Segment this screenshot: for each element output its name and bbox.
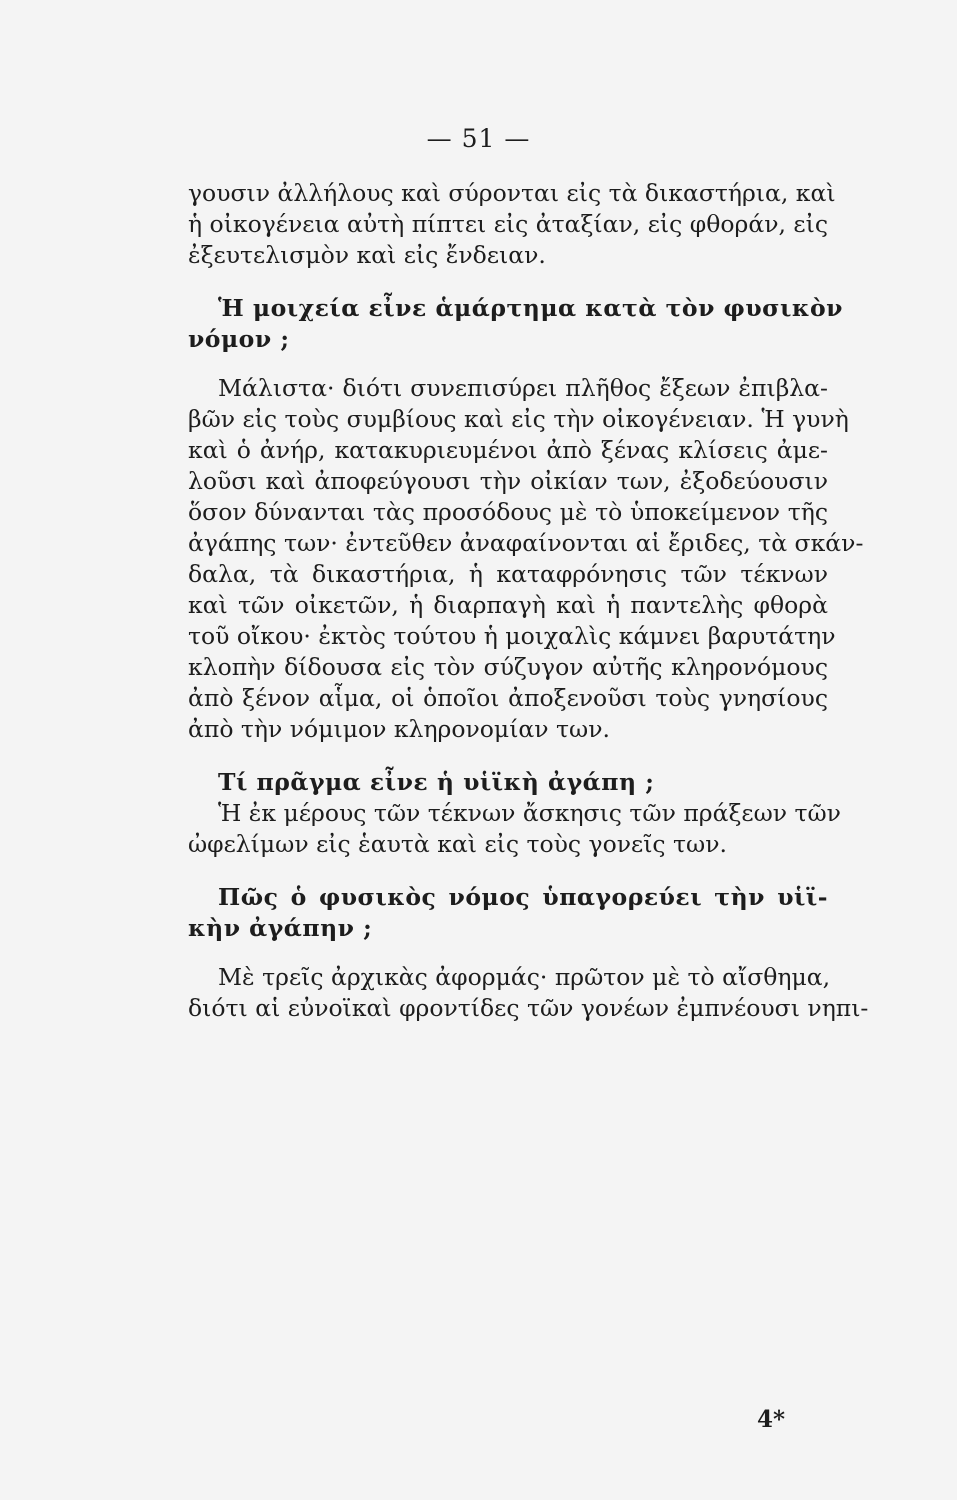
question-heading: Πῶς ὁ φυσικὸς νόμος ὑπαγορεύει τὴν υἱϊ- xyxy=(218,883,828,911)
body-text xyxy=(188,178,869,1024)
question-heading: Ἡ μοιχεία εἶνε ἁμάρτημα κατὰ τὸν φυσικὸν xyxy=(218,294,843,322)
text-line: Ἡ ἐκ μέρους τῶν τέκνων ἄσκησις τῶν πράξεων τῶν xyxy=(218,799,841,827)
text-line: καὶ τῶν οἰκετῶν, ἡ διαρπαγὴ καὶ ἡ παντελὴς φθορὰ xyxy=(188,591,828,619)
text-line: τοῦ οἴκου· ἐκτὸς τούτου ἡ μοιχαλὶς κάμνει βαρυτάτην xyxy=(188,622,836,650)
text-line: ἐξευτελισμὸν καὶ εἰς ἔνδειαν. xyxy=(188,241,546,269)
text-line: διότι αἱ εὐνοϊκαὶ φροντίδες τῶν γονέων ἐμπνέουσι νηπι- xyxy=(188,994,869,1022)
text-line: Μάλιστα· διότι συνεπισύρει πλῆθος ἔξεων ἐπιβλα- xyxy=(218,374,828,402)
text-line: ὠφελίμων εἰς ἑαυτὰ καὶ εἰς τοὺς γονεῖς των. xyxy=(188,830,727,858)
text-line: βῶν εἰς τοὺς συμβίους καὶ εἰς τὴν οἰκογένειαν. Ἡ γυνὴ xyxy=(188,405,849,433)
text-line: ἀπὸ ξένον αἷμα, οἱ ὁποῖοι ἀποξενοῦσι τοὺς γνησίους xyxy=(188,684,828,712)
question-heading: νόμον ; xyxy=(188,325,290,353)
text-line: γουσιν ἀλλήλους καὶ σύρονται εἰς τὰ δικαστήρια, καὶ xyxy=(188,179,836,207)
text-line: ἀπὸ τὴν νόμιμον κληρονομίαν των. xyxy=(188,715,610,743)
text-line: ἀγάπης των· ἐντεῦθεν ἀναφαίνονται αἱ ἔριδες, τὰ σκάν- xyxy=(188,529,864,557)
text-line: Μὲ τρεῖς ἀρχικὰς ἀφορμάς· πρῶτον μὲ τὸ αἴσθημα, xyxy=(218,963,831,991)
question-heading: Τί πρᾶγμα εἶνε ἡ υἱϊκὴ ἀγάπη ; xyxy=(218,768,655,796)
text-line: ἡ οἰκογένεια αὐτὴ πίπτει εἰς ἀταξίαν, εἰς φθοράν, εἰς xyxy=(188,210,828,238)
text-line: ὅσον δύνανται τὰς προσόδους μὲ τὸ ὑποκείμενον τῆς xyxy=(188,498,828,526)
text-line: δαλα, τὰ δικαστήρια, ἡ καταφρόνησις τῶν τέκνων xyxy=(188,560,828,588)
page-number: — 51 — xyxy=(426,124,531,153)
signature-mark: 4* xyxy=(757,1406,786,1433)
text-line: καὶ ὁ ἀνήρ, κατακυριευμένοι ἀπὸ ξένας κλίσεις ἀμε- xyxy=(188,436,828,464)
text-line: κλοπὴν δίδουσα εἰς τὸν σύζυγον αὐτῆς κληρονόμους xyxy=(188,653,828,681)
question-heading: κὴν ἀγάπην ; xyxy=(188,914,373,942)
text-line: λοῦσι καὶ ἀποφεύγουσι τὴν οἰκίαν των, ἐξοδεύουσιν xyxy=(188,467,828,495)
